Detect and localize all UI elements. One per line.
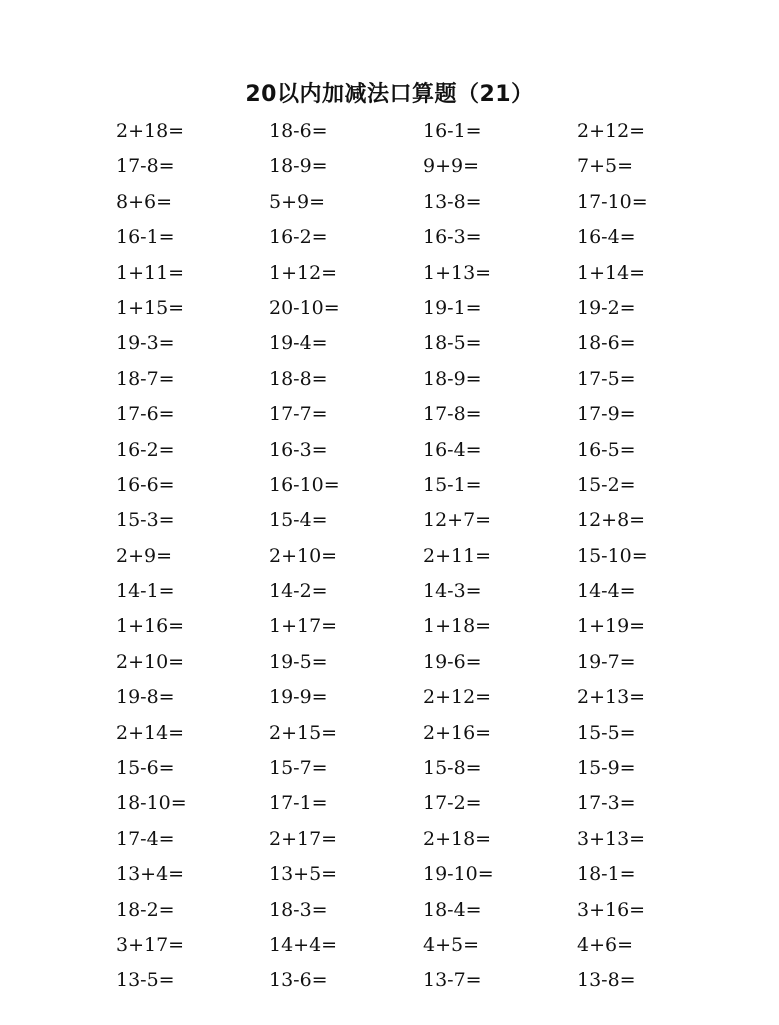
problem-row xyxy=(0,326,779,361)
arithmetic-problem: 2+10= xyxy=(116,650,185,673)
arithmetic-problem: 7+5= xyxy=(577,155,634,178)
arithmetic-problem: 15-1= xyxy=(423,473,482,496)
arithmetic-problem: 15-5= xyxy=(577,721,636,744)
arithmetic-problem: 17-8= xyxy=(423,403,482,426)
arithmetic-problem: 18-7= xyxy=(116,367,175,390)
arithmetic-problem: 18-2= xyxy=(116,898,175,921)
arithmetic-problem: 17-6= xyxy=(116,403,175,426)
arithmetic-problem: 18-4= xyxy=(423,898,482,921)
arithmetic-problem: 19-5= xyxy=(269,650,328,673)
arithmetic-problem: 19-8= xyxy=(116,686,175,709)
arithmetic-problem: 16-3= xyxy=(423,226,482,249)
arithmetic-problem: 2+13= xyxy=(577,686,646,709)
arithmetic-problem: 19-4= xyxy=(269,332,328,355)
arithmetic-problem: 15-2= xyxy=(577,473,636,496)
problem-row xyxy=(0,185,779,220)
arithmetic-problem: 17-7= xyxy=(269,403,328,426)
problem-row xyxy=(0,928,779,963)
arithmetic-problem: 20-10= xyxy=(269,296,340,319)
arithmetic-problem: 16-1= xyxy=(116,226,175,249)
problem-row xyxy=(0,539,779,574)
arithmetic-problem: 13+5= xyxy=(269,863,338,886)
problem-row xyxy=(0,786,779,821)
arithmetic-problem: 16-6= xyxy=(116,473,175,496)
arithmetic-problem: 1+15= xyxy=(116,296,185,319)
arithmetic-problem: 2+12= xyxy=(423,686,492,709)
arithmetic-problem: 2+9= xyxy=(116,544,173,567)
arithmetic-problem: 3+17= xyxy=(116,933,185,956)
problem-row xyxy=(0,893,779,928)
arithmetic-problem: 19-9= xyxy=(269,686,328,709)
arithmetic-problem: 1+12= xyxy=(269,261,338,284)
arithmetic-problem: 18-8= xyxy=(269,367,328,390)
arithmetic-problem: 16-10= xyxy=(269,473,340,496)
problem-row xyxy=(0,751,779,786)
arithmetic-problem: 15-8= xyxy=(423,757,482,780)
arithmetic-problem: 19-1= xyxy=(423,296,482,319)
arithmetic-problem: 17-9= xyxy=(577,403,636,426)
arithmetic-problem: 1+14= xyxy=(577,261,646,284)
arithmetic-problem: 1+18= xyxy=(423,615,492,638)
arithmetic-problem: 3+13= xyxy=(577,827,646,850)
problem-row xyxy=(0,574,779,609)
arithmetic-problem: 17-8= xyxy=(116,155,175,178)
arithmetic-problem: 2+16= xyxy=(423,721,492,744)
problem-row xyxy=(0,503,779,538)
problem-row xyxy=(0,149,779,184)
arithmetic-problem: 17-5= xyxy=(577,367,636,390)
problem-row xyxy=(0,645,779,680)
arithmetic-problem: 4+5= xyxy=(423,933,480,956)
arithmetic-problem: 12+7= xyxy=(423,509,492,532)
arithmetic-problem: 14+4= xyxy=(269,933,338,956)
arithmetic-problem: 2+11= xyxy=(423,544,492,567)
problem-row xyxy=(0,362,779,397)
arithmetic-problem: 17-1= xyxy=(269,792,328,815)
arithmetic-problem: 15-7= xyxy=(269,757,328,780)
problem-row xyxy=(0,291,779,326)
arithmetic-problem: 19-7= xyxy=(577,650,636,673)
arithmetic-problem: 1+13= xyxy=(423,261,492,284)
arithmetic-problem: 2+12= xyxy=(577,120,646,142)
arithmetic-problem: 17-10= xyxy=(577,190,648,213)
arithmetic-problem: 18-9= xyxy=(269,155,328,178)
arithmetic-problem: 13+4= xyxy=(116,863,185,886)
arithmetic-problem: 16-5= xyxy=(577,438,636,461)
arithmetic-problem: 13-7= xyxy=(423,969,482,992)
arithmetic-problem: 14-1= xyxy=(116,580,175,603)
problem-row xyxy=(0,822,779,857)
arithmetic-problem: 16-2= xyxy=(116,438,175,461)
problem-row xyxy=(0,114,779,149)
arithmetic-problem: 2+10= xyxy=(269,544,338,567)
arithmetic-problem: 15-10= xyxy=(577,544,648,567)
arithmetic-problem: 18-1= xyxy=(577,863,636,886)
arithmetic-problem: 18-5= xyxy=(423,332,482,355)
arithmetic-problem: 13-5= xyxy=(116,969,175,992)
arithmetic-problem: 14-4= xyxy=(577,580,636,603)
arithmetic-problem: 1+19= xyxy=(577,615,646,638)
arithmetic-problem: 17-4= xyxy=(116,827,175,850)
arithmetic-problem: 1+11= xyxy=(116,261,185,284)
worksheet-title: 20以内加减法口算题（21） xyxy=(245,82,534,107)
arithmetic-problem: 18-6= xyxy=(577,332,636,355)
arithmetic-problem: 1+17= xyxy=(269,615,338,638)
problem-row xyxy=(0,857,779,892)
arithmetic-problem: 15-3= xyxy=(116,509,175,532)
arithmetic-problem: 18-6= xyxy=(269,120,328,142)
arithmetic-problem: 16-3= xyxy=(269,438,328,461)
arithmetic-problem: 16-4= xyxy=(577,226,636,249)
arithmetic-problem: 17-3= xyxy=(577,792,636,815)
arithmetic-problem: 2+17= xyxy=(269,827,338,850)
arithmetic-problem: 19-6= xyxy=(423,650,482,673)
arithmetic-problem: 15-6= xyxy=(116,757,175,780)
arithmetic-problem: 12+8= xyxy=(577,509,646,532)
arithmetic-problem: 4+6= xyxy=(577,933,634,956)
arithmetic-problem: 18-9= xyxy=(423,367,482,390)
problem-row xyxy=(0,433,779,468)
arithmetic-problem: 18-10= xyxy=(116,792,187,815)
problem-row xyxy=(0,397,779,432)
arithmetic-problem: 16-2= xyxy=(269,226,328,249)
arithmetic-problem: 14-2= xyxy=(269,580,328,603)
arithmetic-problem: 19-2= xyxy=(577,296,636,319)
problem-row xyxy=(0,256,779,291)
arithmetic-problem: 2+18= xyxy=(423,827,492,850)
arithmetic-problem: 19-10= xyxy=(423,863,494,886)
arithmetic-problem: 13-8= xyxy=(577,969,636,992)
arithmetic-problem: 19-3= xyxy=(116,332,175,355)
arithmetic-problem: 9+9= xyxy=(423,155,480,178)
arithmetic-problem: 17-2= xyxy=(423,792,482,815)
arithmetic-problem: 5+9= xyxy=(269,190,326,213)
arithmetic-problem: 2+14= xyxy=(116,721,185,744)
arithmetic-problem: 15-4= xyxy=(269,509,328,532)
arithmetic-problem: 13-6= xyxy=(269,969,328,992)
problem-row xyxy=(0,680,779,715)
arithmetic-problem: 18-3= xyxy=(269,898,328,921)
arithmetic-problem: 15-9= xyxy=(577,757,636,780)
problem-row xyxy=(0,220,779,255)
arithmetic-problem: 1+16= xyxy=(116,615,185,638)
arithmetic-problem: 16-1= xyxy=(423,120,482,142)
problem-row xyxy=(0,963,779,998)
arithmetic-problem: 3+16= xyxy=(577,898,646,921)
arithmetic-problem: 14-3= xyxy=(423,580,482,603)
arithmetic-problem: 2+18= xyxy=(116,120,185,142)
arithmetic-problem: 8+6= xyxy=(116,190,173,213)
problem-row xyxy=(0,609,779,644)
arithmetic-problem: 2+15= xyxy=(269,721,338,744)
arithmetic-problem: 16-4= xyxy=(423,438,482,461)
problem-row xyxy=(0,716,779,751)
problem-grid xyxy=(0,114,779,999)
problem-row xyxy=(0,468,779,503)
arithmetic-problem: 13-8= xyxy=(423,190,482,213)
